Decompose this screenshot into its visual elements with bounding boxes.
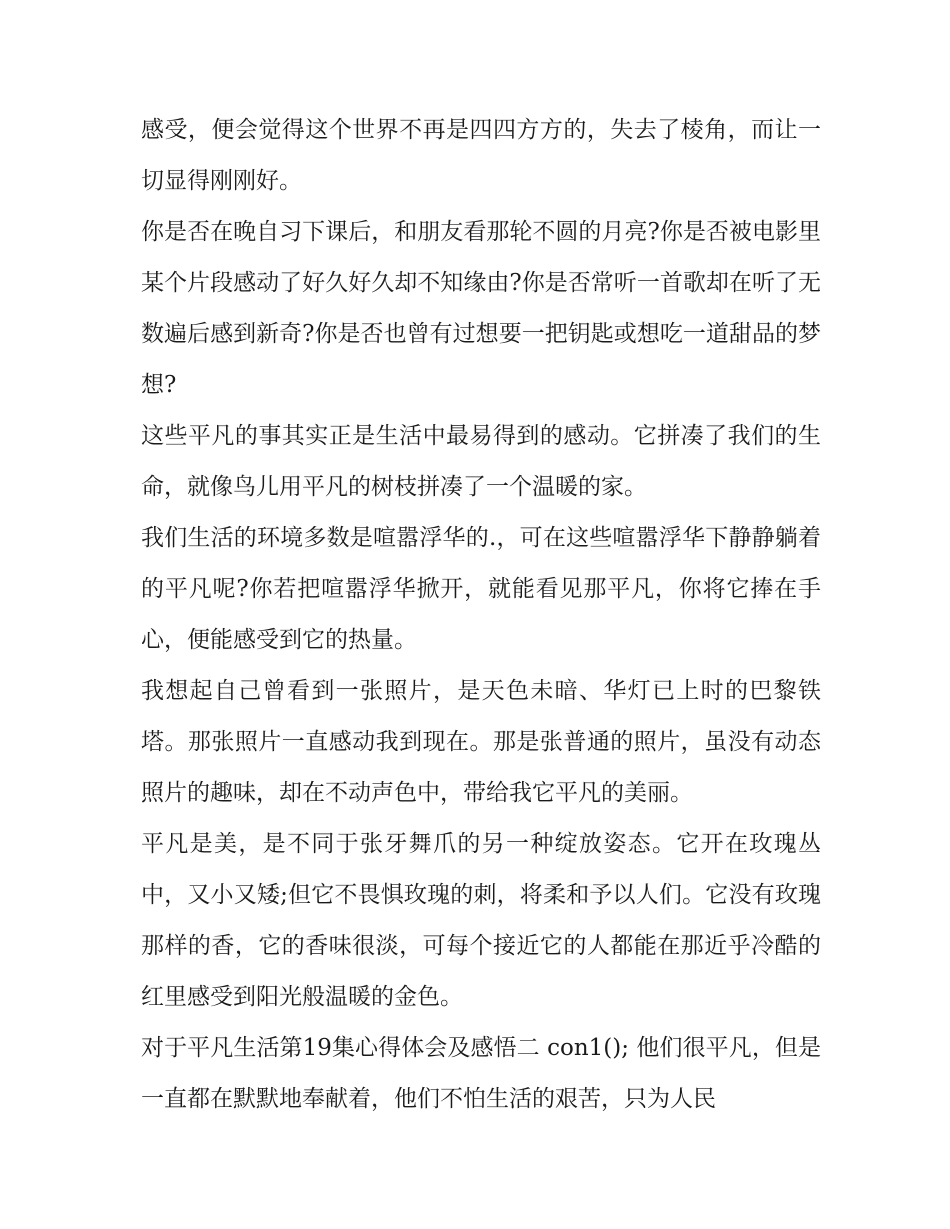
paragraph-1: 感受，便会觉得这个世界不再是四四方方的，失去了棱角，而让一切显得刚刚好。 xyxy=(141,117,821,194)
paragraph-2: 你是否在晚自习下课后，和朋友看那轮不圆的月亮?你是否被电影里某个片段感动了好久好久却不知缘由?你是否常听一首歌却在听了无数遍后感到新奇?你是否也曾有过想要一把钥匙或想吃一道甜品的梦想? xyxy=(141,219,821,398)
paragraph-7: 对于平凡生活第19集心得体会及感悟二 con1(); 他们很平凡，但是一直都在默默地奉献着，他们不怕生活的艰苦，只为人民 xyxy=(141,1035,821,1112)
paragraph-4: 我们生活的环境多数是喧嚣浮华的.，可在这些喧嚣浮华下静静躺着的平凡呢?你若把喧嚣浮华掀开，就能看见那平凡，你将它捧在手心，便能感受到它的热量。 xyxy=(141,525,821,653)
paragraph-5: 我想起自己曾看到一张照片，是天色未暗、华灯已上时的巴黎铁塔。那张照片一直感动我到现在。那是张普通的照片，虽没有动态照片的趣味，却在不动声色中，带给我它平凡的美丽。 xyxy=(141,678,821,806)
paragraph-6: 平凡是美，是不同于张牙舞爪的另一种绽放姿态。它开在玫瑰丛中，又小又矮;但它不畏惧玫瑰的刺，将柔和予以人们。它没有玫瑰那样的香，它的香味很淡，可每个接近它的人都能在那近乎冷酷的红里感受到阳光般温暖的金色。 xyxy=(141,831,821,1010)
paragraph-3: 这些平凡的事其实正是生活中最易得到的感动。它拼凑了我们的生命，就像鸟儿用平凡的树枝拼凑了一个温暖的家。 xyxy=(141,423,821,500)
document-body xyxy=(141,105,821,1125)
